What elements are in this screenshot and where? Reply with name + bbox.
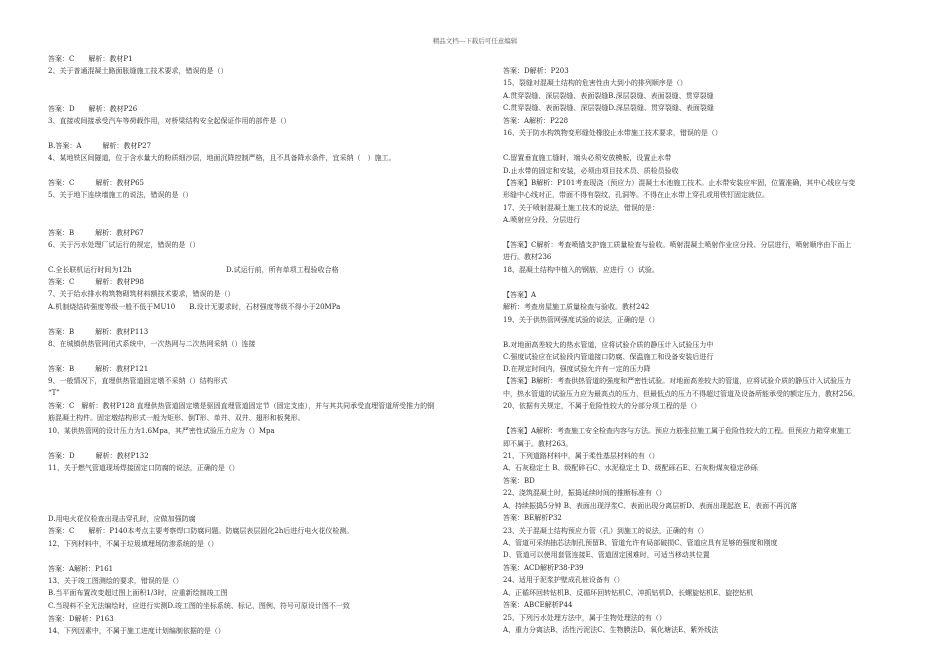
text-line: 答案：A解析：P228 — [503, 117, 569, 125]
text-line: 25、下列污水处理方法中，属于生物处理法的有（） — [503, 614, 666, 622]
page-header: 精品文档---下载后可任意编辑 — [432, 37, 518, 45]
text-line: B.当平面布置改变超过图上面积1/3时，应重新绘制竣工图 — [48, 589, 228, 597]
text-line: “T” — [48, 389, 60, 397]
text-line: D、管道可以使用套管连接E、管道固定困难时，可适当移动其位置 — [503, 551, 710, 559]
text-line: A、管道可采纳抽芯法制孔预留B、管道允许有局部破损C、管道应具有足够的强度和刚度 — [503, 539, 778, 547]
text-line: 2、关于普通混凝土路面胀缝施工技术要求，错误的是（） — [48, 67, 228, 75]
text-line: 进行。教材236 — [503, 253, 552, 261]
text-line: 答案：C 解析：教材P1 — [48, 55, 133, 63]
text-line: B.对地面高差较大的热水管道，应将试验介质的静压计入试验压力中 — [503, 341, 714, 349]
text-line: 10、某供热管网的设计压力为1.6Mpa，其严密性试验压力应为（）Mpa — [48, 427, 275, 435]
text-line: 答案：D 解析：教材P132 — [48, 452, 149, 460]
text-line: 中，热水管道的试验压力应为最高点的压力，但最低点的压力不得超过管道及设备所能承受的额定压力，教材256。 — [503, 390, 860, 398]
text-line: C.当现料不全无法编绘时，应进行实测D.竣工图的坐标系统、标记、图例、符号可原设计图不一致 — [48, 602, 350, 610]
text-line: 4、某地铁区间隧道，位于含水量大的粉质细沙层，地面沉降控制严格，且不具备降水条件，宜采纳（ ）施工。 — [48, 154, 396, 162]
text-line: 答案：B 解析：教材P113 — [48, 328, 149, 336]
option-text: D.试运行前，所有单项工程验收合格 — [226, 266, 339, 274]
text-line: 9、一般情况下，直埋供热管道固定墩不采纳（）结构形式 — [48, 377, 228, 385]
text-line: 答案：BD — [503, 477, 535, 485]
text-line: 答案：ABCE解析P44 — [503, 601, 573, 609]
text-line — [48, 266, 339, 275]
text-line: 即不属于。教材263。 — [503, 440, 573, 448]
text-line: 【答案】C解析：考查喷锚支护施工质量检查与验收。喷射混凝土喷射作业应分段、分层进行，喷射顺序由下而上 — [503, 241, 852, 249]
text-line: 答案：B 解析：教材P67 — [48, 229, 144, 237]
text-line: A、正循环回转钻机B、反循环回转钻机C、冲抓钻机D、长螺旋钻机E、旋挖钻机 — [503, 589, 754, 597]
text-line: D.止水带的固定和安装，必须由项目技术员、质检员验收 — [503, 167, 679, 175]
text-line: A、重力分离法B、活性污泥法C、生物膜法D、氧化塘法E、紫外线法 — [503, 626, 719, 634]
text-line: 形缝中心线对正，带面不得有裂纹、孔洞等。不得在止水带上穿孔或用铁钉固定就位。 — [503, 191, 769, 199]
text-line: 21、下列道路材料中，属于柔性基层材料的有（） — [503, 452, 659, 460]
text-line: 【答案】A — [503, 291, 537, 299]
text-line: 答案：C 解析：教材P98 — [48, 278, 144, 286]
text-line: 6、关于污水处理厂试运行的规定，错误的是（） — [48, 241, 200, 249]
text-line: A.机制烧结砖强度等级一般不低于MU10 B.设计无要求时，石材强度等级不得小于20MPa — [48, 303, 341, 311]
text-line: A、石灰稳定土 B、级配碎石C、水泥稳定土 D、级配砾石E、石灰粉煤灰稳定砂砾 — [503, 464, 758, 472]
text-line: 答案：A解析：P161 — [48, 565, 114, 573]
text-line: B.答案：A 解析：教材P27 — [48, 142, 152, 150]
text-line: 3、直接或间接承受汽车等荷载作用，对桥梁结构安全起保证作用的部件是（） — [48, 117, 291, 125]
text-line: C.贯穿裂缝、表面裂缝、深层裂缝D.深层裂缝、贯穿裂缝、表面裂缝 — [503, 104, 714, 112]
text-line: 答案：C 解析：教材P128 直埋供热管道固定墩是驱固直埋管道固定节（固定支座），并与其共同承受直埋管道所受推力的钢 — [48, 402, 435, 410]
text-line: 答案：B 解析：教材P121 — [48, 365, 149, 373]
text-line: 16、关于防水构筑物变形缝处橡胶止水带施工技术要求，错误的是（） — [503, 129, 722, 137]
text-line: A.贯穿裂缝、深层裂缝、表面裂缝B.深层裂缝、表面裂缝、贯穿裂缝 — [503, 92, 714, 100]
text-line: 23、关于混凝土结构预应力管（孔）到施工的说法，正确的有（） — [503, 527, 708, 535]
text-line: 筋混凝土构件。固定墩结构形式一般为矩形、倒T形、单井、双井、翅形和板凳形。 — [48, 414, 305, 422]
text-line: A、持续振捣5分钟 B、表面出现浮浆C、表面出现分离层析D、表面出现起泡 E、表面不再沉落 — [503, 502, 798, 510]
option-text: C.全长联机运行时间为12h — [48, 266, 132, 274]
text-line: 【答案】B解析：P101考查现浇（预应力）混凝土水池施工技术。止水带安装应牢固，位置准确，其中心线应与变 — [503, 179, 856, 187]
text-line: 17、关于喷射混凝土施工技术的说法，错误的是： — [503, 204, 659, 212]
text-line: 答案：D解析：P203 — [503, 67, 569, 75]
text-line: 22、浇筑混凝土时，振捣延续时间的推断标准有（） — [503, 489, 666, 497]
text-line: 12、下列材料中，不属于垃圾填埋场防渗系统的是（） — [48, 540, 218, 548]
text-line: 7、关于给水排水构筑物砌筑材料额技术要求，错误的是（） — [48, 290, 235, 298]
text-line: 11、关于燃气管道现场焊接固定口防腐的说法，正确的是（） — [48, 464, 239, 472]
text-line: 答案：D 解析：教材P26 — [48, 105, 138, 113]
text-line: 答案：ACD解析P38-P39 — [503, 564, 584, 572]
text-line: 19、关于供热管网强度试验的说法，正确的是（） — [503, 316, 659, 324]
text-line: D.用电火花仪检查出现击穿孔时，应做加强防腐 — [48, 515, 196, 523]
text-line: 8、在城镇供热管网闭式系统中，一次热网与二次热网采纳（）连接 — [48, 340, 256, 348]
text-line: 24、适用于泥浆护壁成孔桩设备有（） — [503, 576, 624, 584]
text-line: 13、关于竣工图测绘的要求，错误的是（） — [48, 577, 183, 585]
text-line: 15、裂缝对混凝土结构的危害性由大到小的排列顺序是（） — [503, 79, 687, 87]
text-line: 20、依据有关规定，不属于危险性较大的分部分项工程的是（） — [503, 402, 701, 410]
text-line: C.留置垂直施工缝时，端头必须安放模板，设置止水带 — [503, 154, 672, 162]
text-line: 【答案】B解析：考查供热管道的强度和严密性试验。对地面高差较大的管道，应将试验介质的静压计入试验压力 — [503, 377, 852, 385]
text-line: 答案：BE解析P32 — [503, 514, 562, 522]
text-line: A.喷射应分段、分层进行 — [503, 216, 581, 224]
text-line: C.强度试验应在试验段内管道接口防腐、保温施工和设备安装后进行 — [503, 353, 714, 361]
text-line: 答案：C 解析：教材P65 — [48, 179, 144, 187]
text-line: 答案：C 解析：P140本考点主要考察焊口防腐问题。防腐层表层固化2h后进行电火花仪检测。 — [48, 527, 354, 535]
text-line: D.在规定时间内，强度试验允许有一定的压力降 — [503, 365, 651, 373]
text-line: 答案：D解析：P163 — [48, 615, 114, 623]
text-line: 5、关于地下连续墙施工的说法，错误的是（） — [48, 191, 193, 199]
text-line: 18、混凝土结构中植入的钢筋，应进行（）试验。 — [503, 266, 659, 274]
text-line: 14、下列因素中，不属于施工进度计划编制依据的是（） — [48, 627, 225, 635]
text-line: 【答案】A解析：考查施工安全检查内容与方法。预应力筋张拉施工属于危险性较大的工程。但预应力箱穿束施工 — [503, 427, 852, 435]
text-line: 解析：考查房屋施工质量检查与验收。教材242 — [503, 303, 650, 311]
